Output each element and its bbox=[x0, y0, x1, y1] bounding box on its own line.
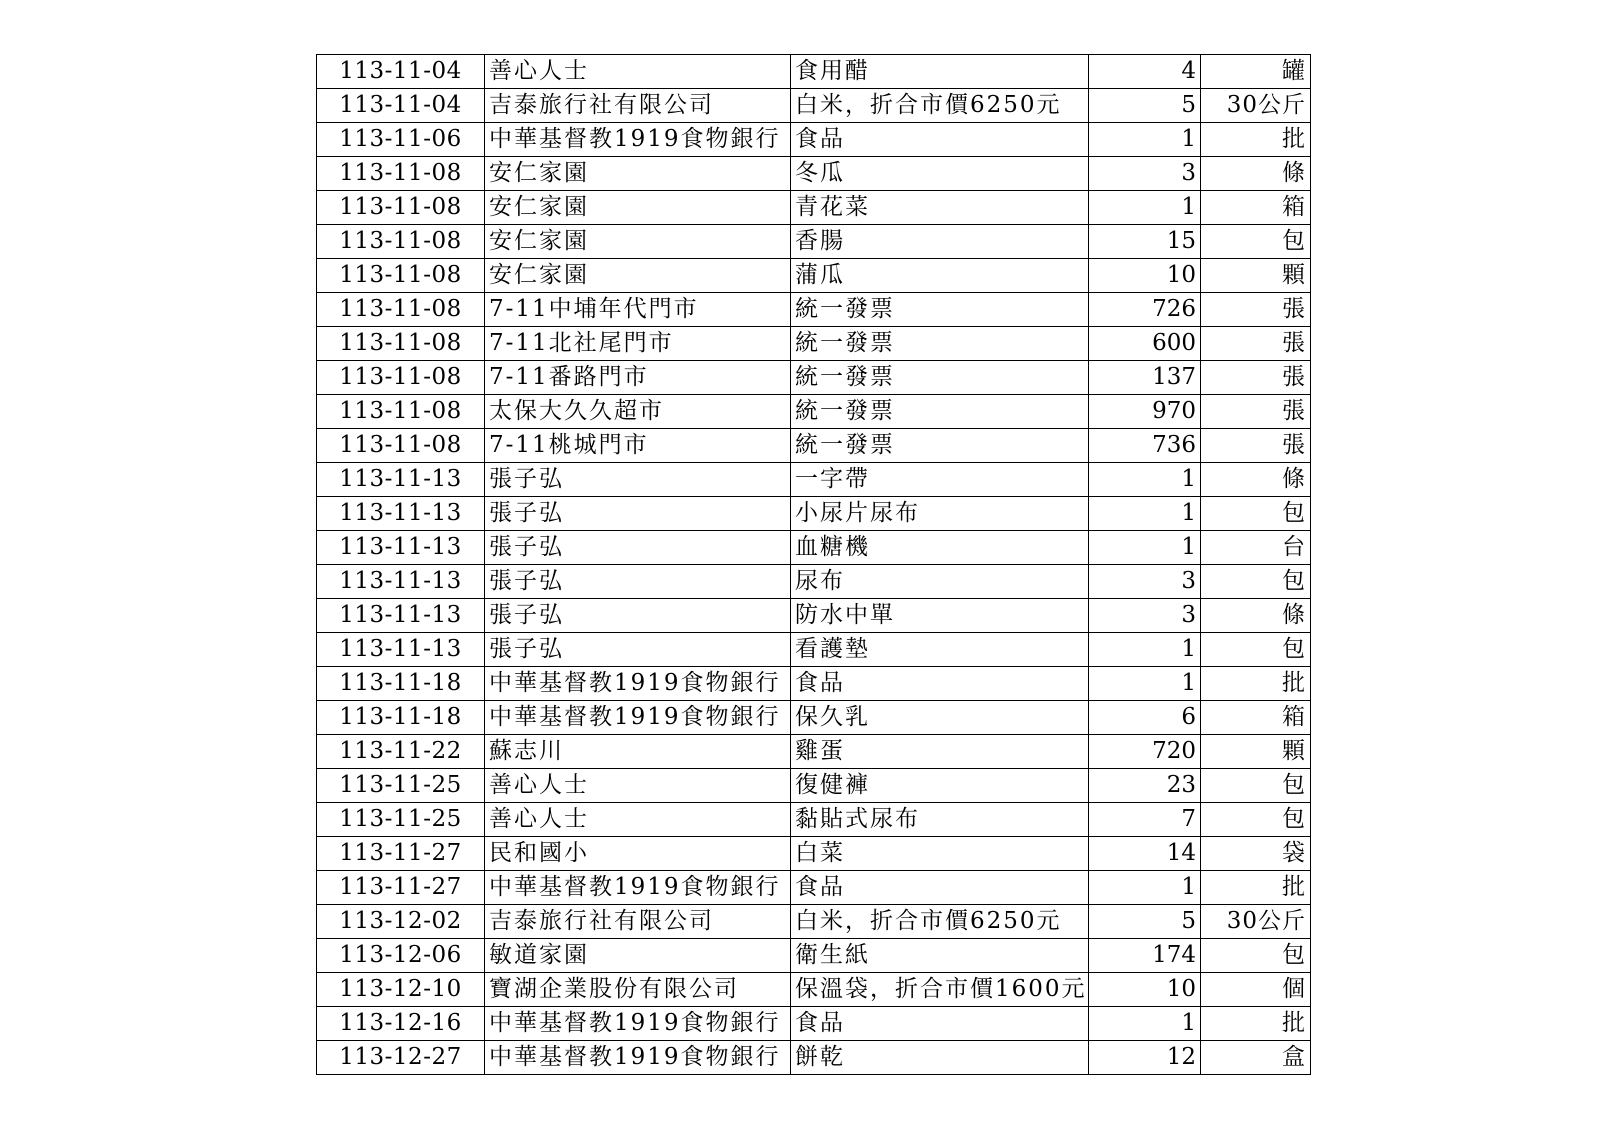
item-cell: 統一發票 bbox=[791, 361, 1089, 395]
quantity-cell: 1 bbox=[1089, 191, 1201, 225]
table-row bbox=[317, 565, 1311, 599]
donor-cell: 張子弘 bbox=[485, 633, 791, 667]
date-cell: 113-11-06 bbox=[317, 123, 485, 157]
item-cell: 看護墊 bbox=[791, 633, 1089, 667]
date-cell: 113-12-27 bbox=[317, 1041, 485, 1075]
donor-cell: 安仁家園 bbox=[485, 225, 791, 259]
quantity-cell: 10 bbox=[1089, 973, 1201, 1007]
quantity-cell: 3 bbox=[1089, 565, 1201, 599]
donor-cell: 張子弘 bbox=[485, 497, 791, 531]
unit-cell: 包 bbox=[1201, 939, 1311, 973]
item-cell: 統一發票 bbox=[791, 293, 1089, 327]
quantity-cell: 600 bbox=[1089, 327, 1201, 361]
date-cell: 113-11-08 bbox=[317, 259, 485, 293]
date-cell: 113-11-08 bbox=[317, 361, 485, 395]
date-cell: 113-11-08 bbox=[317, 191, 485, 225]
item-cell: 白米，折合市價6250元 bbox=[791, 89, 1089, 123]
donor-cell: 安仁家園 bbox=[485, 191, 791, 225]
item-cell: 尿布 bbox=[791, 565, 1089, 599]
quantity-cell: 5 bbox=[1089, 905, 1201, 939]
donation-table-body bbox=[317, 55, 1311, 1075]
item-cell: 香腸 bbox=[791, 225, 1089, 259]
quantity-cell: 1 bbox=[1089, 497, 1201, 531]
quantity-cell: 6 bbox=[1089, 701, 1201, 735]
unit-cell: 罐 bbox=[1201, 55, 1311, 89]
date-cell: 113-12-10 bbox=[317, 973, 485, 1007]
table-row bbox=[317, 293, 1311, 327]
table-row bbox=[317, 735, 1311, 769]
item-cell: 白米，折合市價6250元 bbox=[791, 905, 1089, 939]
donor-cell: 中華基督教1919食物銀行 bbox=[485, 1041, 791, 1075]
quantity-cell: 15 bbox=[1089, 225, 1201, 259]
date-cell: 113-11-18 bbox=[317, 701, 485, 735]
donor-cell: 7-11番路門市 bbox=[485, 361, 791, 395]
donor-cell: 寶湖企業股份有限公司 bbox=[485, 973, 791, 1007]
item-cell: 青花菜 bbox=[791, 191, 1089, 225]
unit-cell: 顆 bbox=[1201, 735, 1311, 769]
donor-cell: 中華基督教1919食物銀行 bbox=[485, 1007, 791, 1041]
donor-cell: 蘇志川 bbox=[485, 735, 791, 769]
table-row bbox=[317, 463, 1311, 497]
item-cell: 餅乾 bbox=[791, 1041, 1089, 1075]
quantity-cell: 1 bbox=[1089, 1007, 1201, 1041]
quantity-cell: 5 bbox=[1089, 89, 1201, 123]
unit-cell: 條 bbox=[1201, 463, 1311, 497]
date-cell: 113-11-13 bbox=[317, 497, 485, 531]
date-cell: 113-11-08 bbox=[317, 395, 485, 429]
quantity-cell: 1 bbox=[1089, 123, 1201, 157]
table-row bbox=[317, 157, 1311, 191]
unit-cell: 包 bbox=[1201, 803, 1311, 837]
table-row bbox=[317, 871, 1311, 905]
donor-cell: 吉泰旅行社有限公司 bbox=[485, 905, 791, 939]
quantity-cell: 970 bbox=[1089, 395, 1201, 429]
donor-cell: 太保大久久超市 bbox=[485, 395, 791, 429]
unit-cell: 批 bbox=[1201, 1007, 1311, 1041]
date-cell: 113-11-27 bbox=[317, 871, 485, 905]
unit-cell: 箱 bbox=[1201, 191, 1311, 225]
donation-table bbox=[316, 54, 1311, 1075]
table-row bbox=[317, 55, 1311, 89]
donor-cell: 7-11中埔年代門市 bbox=[485, 293, 791, 327]
unit-cell: 包 bbox=[1201, 225, 1311, 259]
unit-cell: 個 bbox=[1201, 973, 1311, 1007]
unit-cell: 箱 bbox=[1201, 701, 1311, 735]
unit-cell: 批 bbox=[1201, 871, 1311, 905]
unit-cell: 批 bbox=[1201, 667, 1311, 701]
date-cell: 113-12-02 bbox=[317, 905, 485, 939]
donor-cell: 張子弘 bbox=[485, 599, 791, 633]
item-cell: 蒲瓜 bbox=[791, 259, 1089, 293]
donor-cell: 張子弘 bbox=[485, 531, 791, 565]
item-cell: 雞蛋 bbox=[791, 735, 1089, 769]
item-cell: 衛生紙 bbox=[791, 939, 1089, 973]
item-cell: 小尿片尿布 bbox=[791, 497, 1089, 531]
unit-cell: 顆 bbox=[1201, 259, 1311, 293]
item-cell: 白菜 bbox=[791, 837, 1089, 871]
quantity-cell: 720 bbox=[1089, 735, 1201, 769]
item-cell: 復健褲 bbox=[791, 769, 1089, 803]
item-cell: 冬瓜 bbox=[791, 157, 1089, 191]
date-cell: 113-11-13 bbox=[317, 531, 485, 565]
table-row bbox=[317, 939, 1311, 973]
date-cell: 113-11-08 bbox=[317, 429, 485, 463]
table-row bbox=[317, 803, 1311, 837]
item-cell: 黏貼式尿布 bbox=[791, 803, 1089, 837]
date-cell: 113-11-08 bbox=[317, 293, 485, 327]
unit-cell: 袋 bbox=[1201, 837, 1311, 871]
unit-cell: 包 bbox=[1201, 565, 1311, 599]
unit-cell: 條 bbox=[1201, 157, 1311, 191]
donor-cell: 善心人士 bbox=[485, 769, 791, 803]
quantity-cell: 1 bbox=[1089, 871, 1201, 905]
date-cell: 113-12-16 bbox=[317, 1007, 485, 1041]
item-cell: 統一發票 bbox=[791, 429, 1089, 463]
unit-cell: 張 bbox=[1201, 361, 1311, 395]
donor-cell: 張子弘 bbox=[485, 463, 791, 497]
quantity-cell: 3 bbox=[1089, 157, 1201, 191]
unit-cell: 張 bbox=[1201, 395, 1311, 429]
quantity-cell: 1 bbox=[1089, 531, 1201, 565]
donor-cell: 民和國小 bbox=[485, 837, 791, 871]
item-cell: 食用醋 bbox=[791, 55, 1089, 89]
quantity-cell: 10 bbox=[1089, 259, 1201, 293]
donor-cell: 中華基督教1919食物銀行 bbox=[485, 701, 791, 735]
table-row bbox=[317, 701, 1311, 735]
table-row bbox=[317, 633, 1311, 667]
date-cell: 113-11-25 bbox=[317, 803, 485, 837]
table-row bbox=[317, 361, 1311, 395]
quantity-cell: 7 bbox=[1089, 803, 1201, 837]
item-cell: 食品 bbox=[791, 123, 1089, 157]
date-cell: 113-11-04 bbox=[317, 89, 485, 123]
donor-cell: 7-11北社尾門市 bbox=[485, 327, 791, 361]
donor-cell: 善心人士 bbox=[485, 55, 791, 89]
donor-cell: 敏道家園 bbox=[485, 939, 791, 973]
unit-cell: 批 bbox=[1201, 123, 1311, 157]
item-cell: 保久乳 bbox=[791, 701, 1089, 735]
date-cell: 113-11-27 bbox=[317, 837, 485, 871]
table-row bbox=[317, 769, 1311, 803]
date-cell: 113-11-13 bbox=[317, 565, 485, 599]
unit-cell: 張 bbox=[1201, 327, 1311, 361]
unit-cell: 台 bbox=[1201, 531, 1311, 565]
date-cell: 113-11-22 bbox=[317, 735, 485, 769]
quantity-cell: 14 bbox=[1089, 837, 1201, 871]
item-cell: 血糖機 bbox=[791, 531, 1089, 565]
table-row bbox=[317, 123, 1311, 157]
table-row bbox=[317, 395, 1311, 429]
item-cell: 食品 bbox=[791, 667, 1089, 701]
item-cell: 統一發票 bbox=[791, 395, 1089, 429]
unit-cell: 盒 bbox=[1201, 1041, 1311, 1075]
table-row bbox=[317, 429, 1311, 463]
unit-cell: 包 bbox=[1201, 497, 1311, 531]
donor-cell: 吉泰旅行社有限公司 bbox=[485, 89, 791, 123]
table-row bbox=[317, 1007, 1311, 1041]
table-row bbox=[317, 599, 1311, 633]
donor-cell: 安仁家園 bbox=[485, 157, 791, 191]
donor-cell: 善心人士 bbox=[485, 803, 791, 837]
donor-cell: 安仁家園 bbox=[485, 259, 791, 293]
table-row bbox=[317, 259, 1311, 293]
date-cell: 113-11-13 bbox=[317, 463, 485, 497]
table-row bbox=[317, 225, 1311, 259]
unit-cell: 30公斤 bbox=[1201, 905, 1311, 939]
donor-cell: 張子弘 bbox=[485, 565, 791, 599]
date-cell: 113-11-13 bbox=[317, 633, 485, 667]
quantity-cell: 3 bbox=[1089, 599, 1201, 633]
quantity-cell: 1 bbox=[1089, 463, 1201, 497]
quantity-cell: 12 bbox=[1089, 1041, 1201, 1075]
date-cell: 113-11-04 bbox=[317, 55, 485, 89]
table-row bbox=[317, 89, 1311, 123]
unit-cell: 包 bbox=[1201, 769, 1311, 803]
unit-cell: 包 bbox=[1201, 633, 1311, 667]
table-row bbox=[317, 531, 1311, 565]
unit-cell: 條 bbox=[1201, 599, 1311, 633]
date-cell: 113-11-08 bbox=[317, 157, 485, 191]
item-cell: 保溫袋，折合市價1600元 bbox=[791, 973, 1089, 1007]
date-cell: 113-11-25 bbox=[317, 769, 485, 803]
item-cell: 食品 bbox=[791, 1007, 1089, 1041]
table-row bbox=[317, 837, 1311, 871]
quantity-cell: 23 bbox=[1089, 769, 1201, 803]
table-row bbox=[317, 191, 1311, 225]
date-cell: 113-11-08 bbox=[317, 225, 485, 259]
table-row bbox=[317, 667, 1311, 701]
quantity-cell: 1 bbox=[1089, 633, 1201, 667]
date-cell: 113-11-08 bbox=[317, 327, 485, 361]
date-cell: 113-12-06 bbox=[317, 939, 485, 973]
item-cell: 一字帶 bbox=[791, 463, 1089, 497]
item-cell: 食品 bbox=[791, 871, 1089, 905]
table-row bbox=[317, 497, 1311, 531]
table-row bbox=[317, 973, 1311, 1007]
unit-cell: 30公斤 bbox=[1201, 89, 1311, 123]
quantity-cell: 137 bbox=[1089, 361, 1201, 395]
table-row bbox=[317, 327, 1311, 361]
donor-cell: 中華基督教1919食物銀行 bbox=[485, 667, 791, 701]
table-row bbox=[317, 905, 1311, 939]
date-cell: 113-11-18 bbox=[317, 667, 485, 701]
unit-cell: 張 bbox=[1201, 429, 1311, 463]
donor-cell: 中華基督教1919食物銀行 bbox=[485, 871, 791, 905]
quantity-cell: 726 bbox=[1089, 293, 1201, 327]
quantity-cell: 174 bbox=[1089, 939, 1201, 973]
unit-cell: 張 bbox=[1201, 293, 1311, 327]
item-cell: 統一發票 bbox=[791, 327, 1089, 361]
quantity-cell: 736 bbox=[1089, 429, 1201, 463]
date-cell: 113-11-13 bbox=[317, 599, 485, 633]
quantity-cell: 1 bbox=[1089, 667, 1201, 701]
item-cell: 防水中單 bbox=[791, 599, 1089, 633]
donor-cell: 中華基督教1919食物銀行 bbox=[485, 123, 791, 157]
donor-cell: 7-11桃城門市 bbox=[485, 429, 791, 463]
quantity-cell: 4 bbox=[1089, 55, 1201, 89]
table-row bbox=[317, 1041, 1311, 1075]
